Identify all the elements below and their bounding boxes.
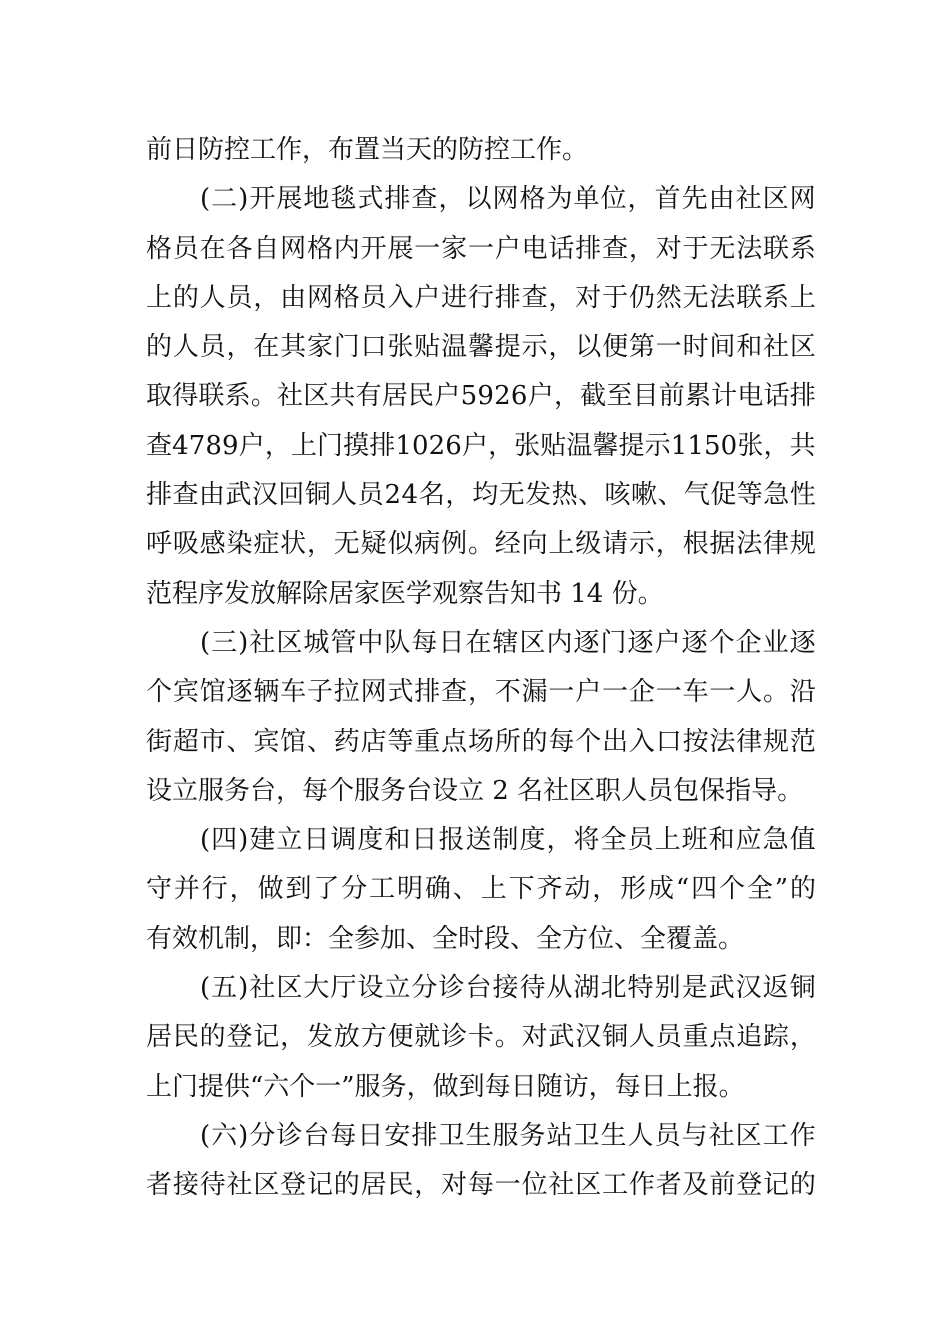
paragraph-line: 者 接 待 社 区 登 记 的 居 民 ， 对 每 一 位 社 区 工 作 者 及 前 登 记 的 [146, 1170, 816, 1201]
paragraph-line: 范程序发放解除居家医学观察告知书 14 份。 [146, 578, 664, 609]
document-body [146, 126, 816, 1211]
paragraph-line: 的 人 员 ， 在 其 家 门 口 张 贴 温 馨 提 示 ， 以 便 第 一 时 间 和 社 区 [146, 332, 816, 363]
paragraph-line: 格 员 在 各 自 网 格 内 开 展 一 家 一 户 电 话 排 查 ， 对 于 无 法 联 系 [146, 233, 816, 264]
paragraph-line: 有效机制，即：全参加、全时段、全方位、全覆盖。 [146, 923, 745, 954]
paragraph-line: 居 民 的 登 记 ， 发 放 方 便 就 诊 卡 。 对 武 汉 铜 人 员 重 点 追 踪 ， [146, 1022, 816, 1053]
paragraph-line: 前日防控工作，布置当天的防控工作。 [146, 135, 589, 165]
paragraph-line: 上门提供“六个一”服务，做到每日随访，每日上报。 [146, 1071, 745, 1102]
paragraph-line: 取 得 联 系 。 社 区 共 有 居 民 户 5 9 2 6 户 ， 截 至 目 前 累 计 电 话 排 [146, 381, 816, 412]
paragraph-line: ( 三 ) 社 区 城 管 中 队 每 日 在 辖 区 内 逐 门 逐 户 逐 个 企 业 逐 [200, 627, 816, 658]
paragraph-line: ( 六 ) 分 诊 台 每 日 安 排 卫 生 服 务 站 卫 生 人 员 与 社 区 工 作 [200, 1120, 816, 1151]
paragraph-line: ( 二 ) 开 展 地 毯 式 排 查 ， 以 网 格 为 单 位 ， 首 先 由 社 区 网 [200, 184, 816, 215]
paragraph-line: 查 4 7 8 9 户 ， 上 门 摸 排 1 0 2 6 户 ， 张 贴 温 馨 提 示 1 1 5 0 张 ， 共 [146, 430, 816, 461]
paragraph-line: 设立服务台，每个服务台设立 2 名社区职人员包保指导。 [146, 775, 804, 806]
paragraph-line: 守 并 行 ， 做 到 了 分 工 明 确 、 上 下 齐 动 ， 形 成 “ 四 个 全 ” 的 [146, 874, 816, 905]
paragraph-line: 排 查 由 武 汉 回 铜 人 员 2 4 名 ， 均 无 发 热 、 咳 嗽 、 气 促 等 急 性 [146, 480, 816, 511]
paragraph-line: 街 超 市 、 宾 馆 、 药 店 等 重 点 场 所 的 每 个 出 入 口 按 法 律 规 范 [146, 726, 816, 757]
paragraph-line: 上 的 人 员 ， 由 网 格 员 入 户 进 行 排 查 ， 对 于 仍 然 无 法 联 系 上 [146, 282, 816, 313]
paragraph-line: ( 五 ) 社 区 大 厅 设 立 分 诊 台 接 待 从 湖 北 特 别 是 武 汉 返 铜 [200, 973, 816, 1004]
paragraph-line: 个 宾 馆 逐 辆 车 子 拉 网 式 排 查 ， 不 漏 一 户 一 企 一 车 一 人 。 沿 [146, 677, 816, 708]
paragraph-line: ( 四 ) 建 立 日 调 度 和 日 报 送 制 度 ， 将 全 员 上 班 和 应 急 值 [200, 825, 816, 856]
paragraph-line: 呼 吸 感 染 症 状 ， 无 疑 似 病 例 。 经 向 上 级 请 示 ， 根 据 法 律 规 [146, 529, 816, 560]
